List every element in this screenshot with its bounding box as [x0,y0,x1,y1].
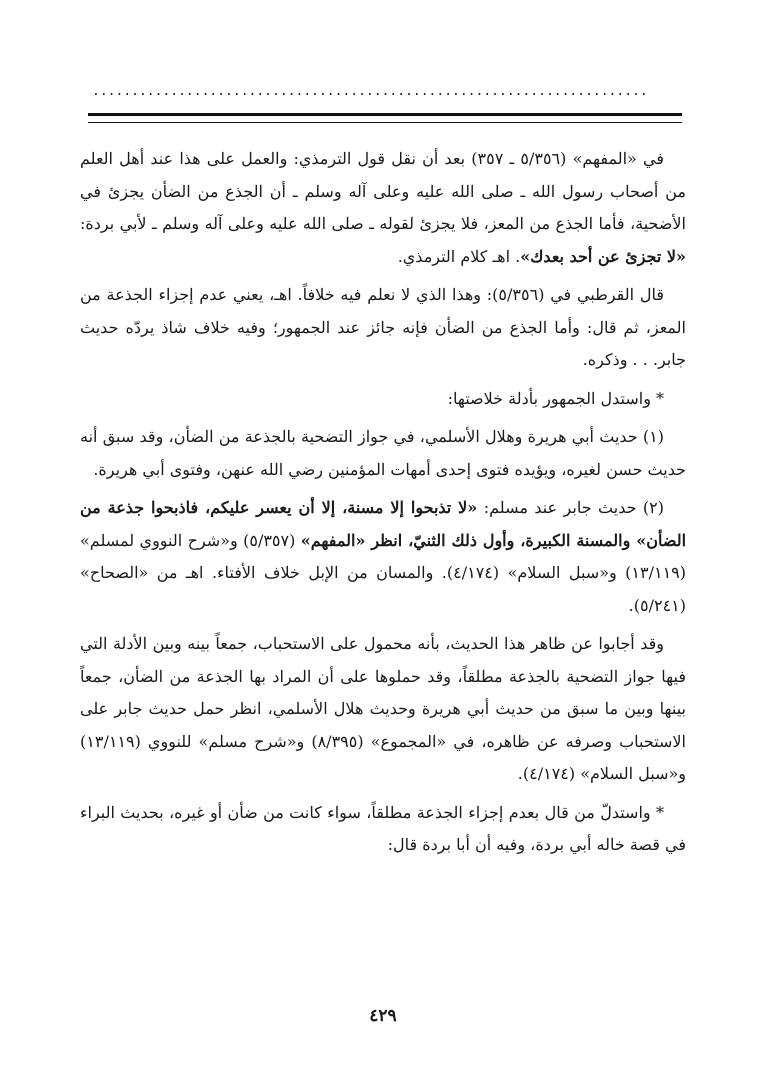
text-run: (١) حديث أبي هريرة وهلال الأسلمي، في جواز التضحية بالجذعة من الضأن، وقد سبق أنه حديث حسن لغيره، ويؤيده فتوى إحدى أمهات المؤمنين رضي الله عنهن، وفتوى أبي هريرة. [80,427,686,479]
text-run: * واستدلّ من قال بعدم إجزاء الجذعة مطلقاً، سواء كانت من ضأن أو غيره، بحديث البراء في قصة خاله أبي بردة، وفيه أن أبا بردة قال: [80,802,686,854]
hadith-quote: «لا تذبحوا إلا مسنة، إلا أن يعسر عليكم، فاذبحوا جذعة من الضأن» والمسنة الكبيرة، وأول ذلك الثنيّ، انظر «المفهم» [80,498,687,550]
paragraph-jumhur-heading [80,383,686,416]
paragraph-evidence-1 [80,421,686,486]
text-run: وقد أجابوا عن ظاهر هذا الحديث، بأنه محمول على الاستحباب، جمعاً بينه وبين الأدلة التي فيها جواز التضحية بالجذعة مطلقاً، وقد حملوها على أن المراد بها الجذعة من الضأن، جمعاً بينها وبين ما سبق من حديث أبي هريرة وحديث هلال الأسلمي، انظر حمل حديث جابر على الاستحباب وصرفه عن ظاهره، في «المجموع» (٨/٣٩٥) و«شرح مسلم» للنووي (١٣/١١٩) و«سبل السلام» (٤/١٧٤). [80,634,686,783]
paragraph-qurtubi [80,279,686,377]
paragraph-evidence-2 [80,492,686,622]
text-run: قال القرطبي في (٥/٣٥٦): وهذا الذي لا نعلم فيه خلافاً. اهـ، يعني عدم إجزاء الجذعة من المعز، ثم قال: وأما الجذع من الضأن فإنه جائز عند الجمهور؛ وفيه خلاف شاذ يردّه حديث جابر. . . وذكره. [80,285,686,369]
text-run: (٥/٣٥٧) و«شرح النووي لمسلم» (١٣/١١٩) و«سبل السلام» (٤/١٧٤). والمسان من الإبل خلاف الأفتاء. اهـ من «الصحاح» (٥/٢٤١). [80,530,687,615]
hadith-quote: «لا تجزئ عن أحد بعدك» [520,246,686,266]
text-run: (٢) حديث جابر عند مسلم: [477,498,664,517]
header-thick-rule [88,113,682,116]
text-run: في «المفهم» (٥/٣٥٦ ـ ٣٥٧) بعد أن نقل قول الترمذي: والعمل على هذا عند أهل العلم من أصحاب رسول الله ـ صلى الله عليه وعلى آله وسلم ـ أن الجذع من الضأن يجزئ في الأضحية، فأما الجذع من المعز، فلا يجزئ لقوله ـ صلى الله عليه وعلى آله وسلم ـ لأبي بردة: [80,149,686,233]
header-dotted-line: ....................................................................... [92,84,648,99]
page-body [80,143,686,868]
page-number: ٤٢٩ [369,1006,397,1026]
header-thin-rule [88,122,682,123]
text-run: * واستدل الجمهور بأدلة خلاصتها: [447,388,664,408]
paragraph-mufhim [80,143,686,273]
paragraph-response [80,628,686,791]
paragraph-opposing-view [80,797,686,862]
text-run: . اهـ كلام الترمذي. [397,246,521,266]
